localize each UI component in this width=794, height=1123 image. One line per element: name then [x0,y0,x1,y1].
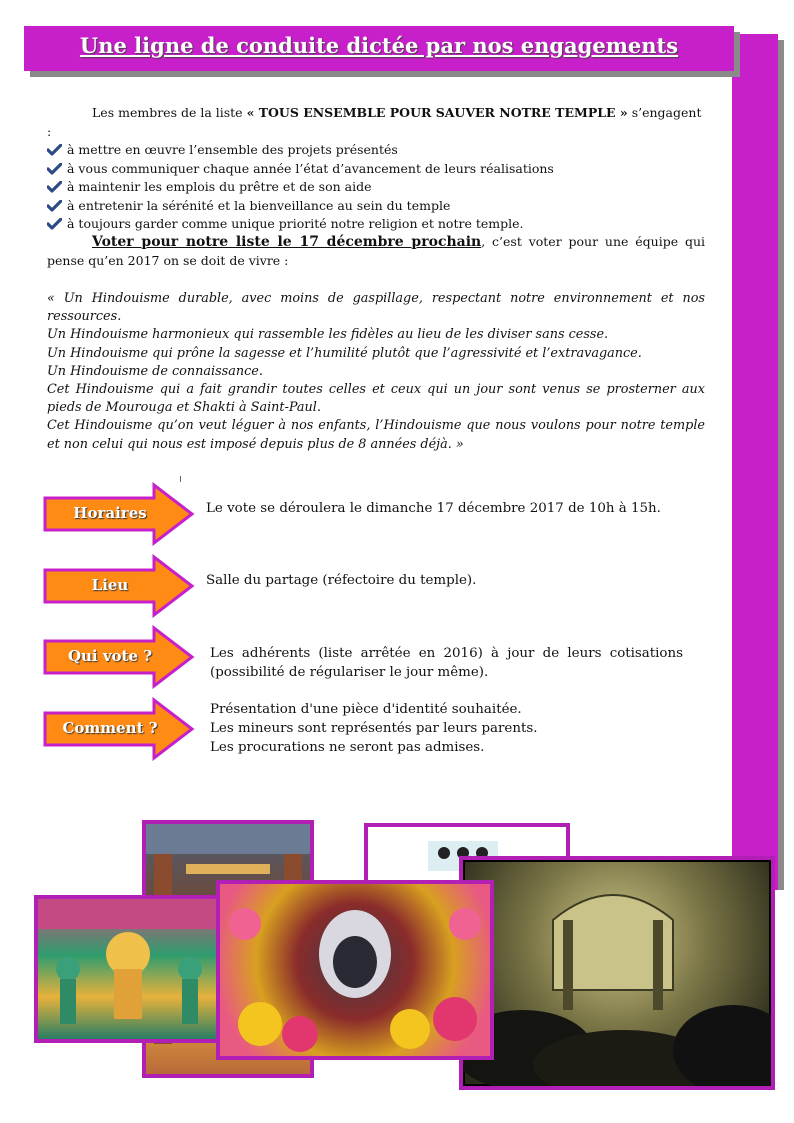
lieu-text: Salle du partage (réfectoire du temple). [206,573,477,588]
deity-garland-photo [216,880,494,1060]
procession-photo [459,856,775,1090]
commitment-text: à entretenir la sérénité et la bienveillance au sein du temple [67,197,451,213]
statues-image [38,899,218,1039]
qui-vote-label: Qui vote ? [67,647,153,665]
quote-line: Un Hindouisme qui prône la sagesse et l’humilité plutôt que l’agressivité et l’extravagance. [47,345,642,361]
commitments-section [47,104,707,234]
commitment-text: à maintenir les emplois du prêtre et de son aide [67,179,372,194]
vote-headline: Voter pour notre liste le 17 décembre prochain [92,234,482,250]
check-icon [47,181,62,193]
list-item [47,160,707,179]
comment-label: Comment ? [62,719,158,737]
page-title: Une ligne de conduite dictée par nos engagements [79,33,679,58]
arrow-comment [42,697,196,761]
quote-line: Cet Hindouisme qui a fait grandir toutes celles et ceux qui un jour sont venus se prosterner aux pieds de Mourouga et Shakti à Saint-Paul. [47,382,705,416]
vote-rest: , c’est voter pour une équipe qui pense qu’en 2017 on se doit de vivre : [47,234,705,268]
quote-line: « Un Hindouisme durable, avec moins de gaspillage, respectant notre environnement et nos ressources. [47,291,705,325]
list-name: « TOUS ENSEMBLE POUR SAUVER NOTRE TEMPLE » [246,105,628,120]
vision-quote [47,290,705,454]
quote-line: Un Hindouisme harmonieux qui rassemble les fidèles au lieu de les diviser sans cesse. [47,327,609,343]
arrow-horaires [42,482,196,546]
lieu-label: Lieu [91,576,129,594]
list-item [47,215,707,234]
commitment-text: à toujours garder comme unique priorité notre religion et notre temple. [67,216,524,231]
list-item [47,141,707,160]
comment-text [210,700,683,757]
arrow-lieu [42,554,196,618]
check-icon [47,200,62,212]
deity-statues-photo [34,895,222,1043]
qui-vote-text: Les adhérents (liste arrêtée en 2016) à jour de leurs cotisations (possibilité de régulariser le jour même). [210,646,683,680]
vote-paragraph [47,233,705,270]
garland-image [220,884,490,1056]
check-icon [47,163,62,175]
frame-shadow [778,40,784,890]
title-banner [24,26,734,71]
comment-line: Les mineurs sont représentés par leurs parents. [210,721,538,736]
list-item [47,197,707,216]
commitment-text: à mettre en œuvre l’ensemble des projets présentés [67,142,398,157]
check-icon [47,218,62,230]
horaires-text: Le vote se déroulera le dimanche 17 décembre 2017 de 10h à 15h. [206,501,661,516]
list-item [47,178,707,197]
lead-suffix: s’engagent : [47,105,702,139]
page-frame [732,34,778,890]
commitments-lead [47,104,707,141]
arrow-qui-vote [42,625,196,689]
check-icon [47,144,62,156]
comment-line: Les procurations ne seront pas admises. [210,740,485,755]
comment-line: Présentation d'une pièce d'identité souhaitée. [210,702,522,717]
commitments-list [47,141,707,234]
horaires-label: Horaires [73,504,147,522]
lead-prefix: Les membres de la liste [92,105,247,120]
quote-line: Un Hindouisme de connaissance. [47,363,263,379]
procession-image [463,860,771,1086]
commitment-text: à vous communiquer chaque année l’état d’avancement de leurs réalisations [67,160,554,176]
quote-line: Cet Hindouisme qu’on veut léguer à nos enfants, l’Hindouisme que nous voulons pour notre temple et non celui qui nous est imposé depuis plus de 8 années déjà. » [47,418,705,452]
